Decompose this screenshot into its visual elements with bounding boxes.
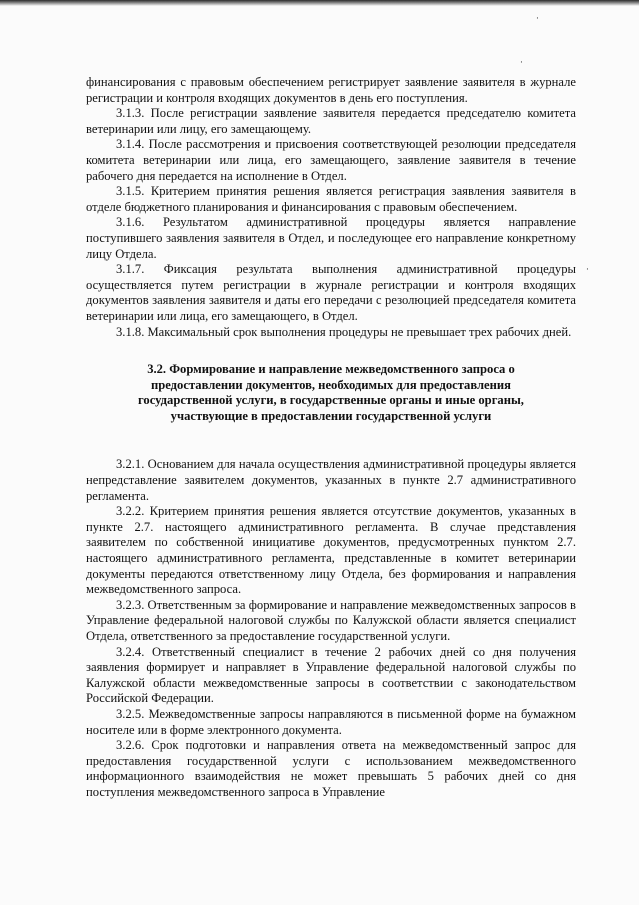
paragraph: 3.2.3. Ответственным за формирование и направление межведомственных запросов в Управление федеральной налоговой службы по Калужской области является специалист Отдела, ответственного за предоставление государственной услуги. xyxy=(86,597,576,643)
heading-line: государственной услуги, в государственные органы и иные органы, xyxy=(138,393,524,408)
paragraph: 3.1.5. Критерием принятия решения является регистрация заявления заявителя в отделе бюджетного планирования и финансирования с правовым обеспечением. xyxy=(86,184,576,214)
paragraph: 3.1.3. После регистрации заявление заявителя передается председателю комитета ветеринарии или лицу, его замещающему. xyxy=(86,106,576,136)
heading-line: предоставлении документов, необходимых для предоставления xyxy=(151,377,511,392)
heading-line: 3.2. Формирование и направление межведомственного запроса о xyxy=(147,362,515,377)
section-heading xyxy=(86,362,576,424)
paragraph: 3.1.6. Результатом административной процедуры является направление поступившего заявления заявителя в Отдел, и последующее его направление конкретному лицу Отдела. xyxy=(86,215,576,261)
paragraph: 3.1.4. После рассмотрения и присвоения соответствующей резолюции председателя комитета ветеринарии или лица, его замещающего, заявление заявителя в течение рабочего дня передается на исполнение в Отдел. xyxy=(86,137,576,183)
scan-speck: · xyxy=(586,265,589,275)
paragraph: 3.1.8. Максимальный срок выполнения процедуры не превышает трех рабочих дней. xyxy=(116,324,572,339)
heading-line: участвующие в предоставлении государственной услуги xyxy=(170,408,492,423)
paragraph: 3.2.4. Ответственный специалист в течение 2 рабочих дней со дня получения заявления формирует и направляет в Управление федеральной налоговой службы по Калужской области межведомственные запросы в соответствии с законодательством Российской Федерации. xyxy=(86,644,576,706)
paragraph: 3.2.1. Основанием для начала осуществления административной процедуры является непредставление заявителем документов, указанных в пункте 2.7 административного регламента. xyxy=(86,457,576,503)
scan-speck: · xyxy=(536,14,539,24)
scan-top-edge xyxy=(0,0,639,6)
scan-speck: · xyxy=(520,58,523,68)
spacer xyxy=(86,424,576,457)
paragraph: финансирования с правовым обеспечением регистрирует заявление заявителя в журнале регистрации и контроля входящих документов в день его поступления. xyxy=(86,75,576,105)
paragraph: 3.2.6. Срок подготовки и направления ответа на межведомственный запрос для предоставления государственной услуги с использованием межведомственного информационного взаимодействия не может превышать 5 рабочих дней со дня поступления межведомственного запроса в Управление xyxy=(86,738,576,799)
document-body xyxy=(86,75,576,801)
paragraph: 3.2.2. Критерием принятия решения является отсутствие документов, указанных в пункте 2.7. настоящего административного регламента. В случае представления заявителем по собственной инициативе документов, предусмотренных пунктом 2.7. настоящего административного регламента, представленные в комитет ветеринарии документы передаются ответственному лицу Отдела, без формирования и направления межведомственного запроса. xyxy=(86,504,576,597)
paragraph: 3.2.5. Межведомственные запросы направляются в письменной форме на бумажном носителе или в форме электронного документа. xyxy=(86,706,576,737)
paragraph: 3.1.7. Фиксация результата выполнения административной процедуры осуществляется путем регистрации в журнале регистрации и контроля входящих документов заявления заявителя и даты его передачи с резолюцией председателя комитета ветеринарии или лица, его замещающего, в Отдел. xyxy=(86,262,576,323)
